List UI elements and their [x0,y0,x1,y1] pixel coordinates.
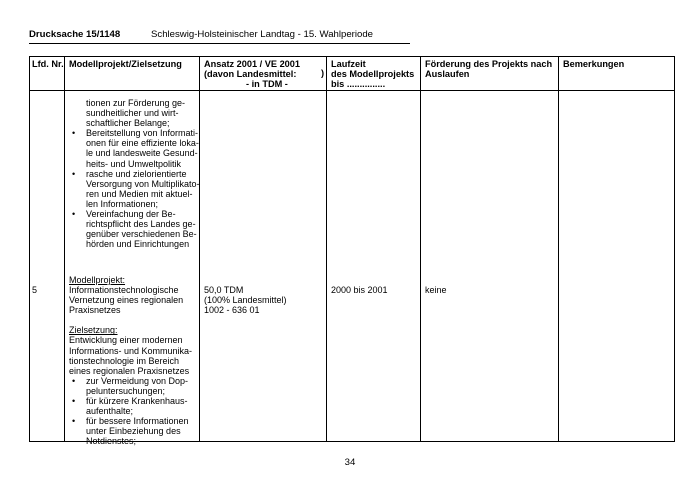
parliament-header: Schleswig-Holsteinischer Landtag - 15. Wahlperiode [151,29,374,40]
project-description [69,275,192,447]
header-laufzeit [331,59,414,89]
bullet-icon: • [72,168,76,179]
list-item [69,169,200,209]
text-line: hörden und Einrichtungen [86,239,190,250]
column-divider [64,56,65,442]
text-line: Informationstechnologische [69,285,179,296]
header-ansatz-paren: ) [321,68,325,78]
header-bemerkungen: Bemerkungen [563,59,625,69]
bullet-icon: • [72,375,76,386]
bullet-icon: • [72,128,76,139]
list-item [69,376,192,396]
header-ansatz-line: Ansatz 2001 / VE 2001 [204,59,301,69]
header-ansatz [204,59,300,89]
text-line: für kürzere Krankenhaus- [86,396,188,407]
header-foerderung-line: Auslaufen [425,69,470,79]
text-line: unter Einbeziehung des [86,426,181,437]
duration-cell: 2000 bis 2001 [331,285,388,295]
project-label: Modellprojekt: [69,275,126,285]
text-line: Vernetzung eines regionalen [69,295,184,306]
text-line: Notdienstes; [86,436,137,447]
header-laufzeit-line: bis ............... [331,79,386,89]
bullet-icon: • [72,209,76,220]
column-divider [420,56,421,442]
text-line: Entwicklung einer modernen [69,335,183,346]
goal-label: Zielsetzung: [69,325,118,336]
text-line: schaftlicher Belange; [86,118,170,129]
text-line: 50,0 TDM [204,285,244,295]
text-line: heits- und Umweltpolitik [86,158,182,169]
header-laufzeit-line: Laufzeit [331,59,366,69]
text-line: richtspflicht des Landes ge- [86,219,196,230]
text-line: tionstechnologie im Bereich [69,355,180,366]
text-line: 1002 - 636 01 [204,305,260,316]
text-line: eines regionalen Praxisnetzes [69,365,190,376]
header-ansatz-line: - in TDM - [246,79,288,89]
table-header-border [29,90,675,91]
text-line: onen für eine effiziente loka- [86,138,199,149]
table-top-border [29,56,675,57]
header-foerderung-line: Förderung des Projekts nach [425,59,553,69]
text-line: tionen zur Förderung ge- [86,98,186,108]
text-line: zur Vermeidung von Dop- [86,375,189,386]
text-line: rasche und zielorientierte [86,168,187,179]
page-number: 34 [344,457,356,468]
text-line: genüber verschiedenen Be- [86,229,197,240]
text-line: Praxisnetzes [69,305,121,316]
budget-cell [204,285,287,315]
text-line: (100% Landesmittel) [204,295,287,306]
project-table [29,56,675,447]
text-line: le und landesweite Gesund- [86,148,198,159]
text-line: ren und Medien mit aktuel- [86,188,193,199]
header-divider [29,43,410,44]
text-line: Vereinfachung der Be- [86,209,176,220]
text-line: sundheitlicher und wirt- [86,108,179,119]
header-laufzeit-line: des Modellprojekts [331,69,415,79]
list-item [69,416,192,446]
table-left-border [29,56,30,442]
text-line: Informations- und Kommunika- [69,345,193,356]
text-line: peluntersuchungen; [86,385,166,396]
bullet-icon: • [72,396,76,407]
table-right-border [674,56,675,442]
text-line: len Informationen; [86,198,159,209]
text-line: Bereitstellung von Informati- [86,128,199,139]
column-divider [326,56,327,442]
header-modellprojekt: Modellprojekt/Zielsetzung [69,59,182,69]
row-number: 5 [32,285,38,295]
header-foerderung [425,59,552,79]
list-item [69,209,200,249]
header-lfd-nr: Lfd. Nr. [32,59,64,69]
column-divider [558,56,559,442]
text-line: aufenthalte; [86,406,134,417]
funding-after-cell: keine [425,285,447,295]
text-line: für bessere Informationen [86,416,189,427]
list-item [69,396,192,416]
continued-goals-text [69,98,200,249]
list-item [69,128,200,168]
header-ansatz-line: (davon Landesmittel: [204,69,297,79]
text-line: Versorgung von Multiplikato- [86,178,200,189]
document-number: Drucksache 15/1148 [29,29,121,40]
bullet-icon: • [72,416,76,427]
